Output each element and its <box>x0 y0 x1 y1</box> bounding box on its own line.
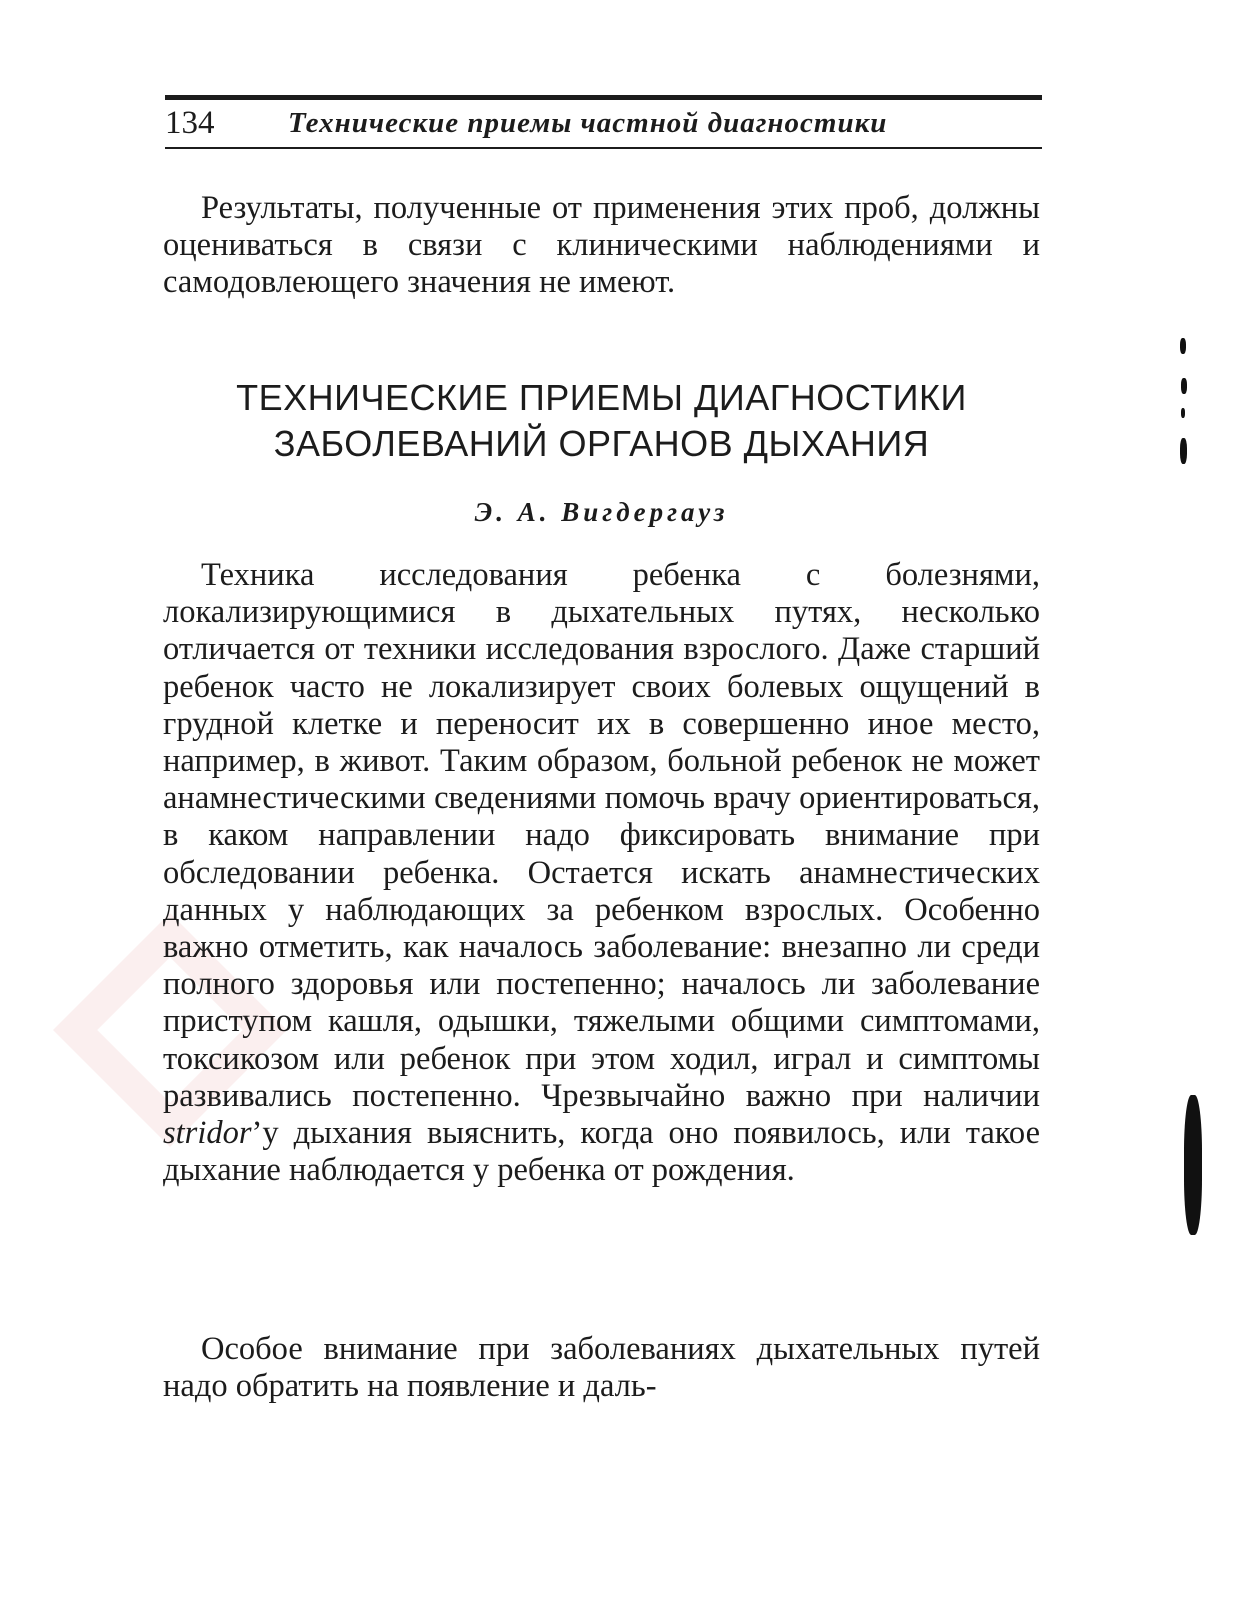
scan-edge-mark <box>1181 378 1187 394</box>
body-paragraph-2: Особое внимание при заболеваниях дыхательных путей надо обратить на появление и даль- <box>163 1331 1040 1405</box>
paragraph-1-text-b: ’у дыхания выяснить, когда оно появилось, или такое дыхание наблюдается у ребенка от рождения. <box>163 1115 1040 1189</box>
header-rule-bottom <box>165 147 1042 149</box>
intro-paragraph: Результаты, полученные от применения этих проб, должны оцениваться в связи с клиническими наблюдениями и самодовлеющего значения не имеют. <box>163 190 1040 301</box>
page-number: 134 <box>165 105 215 141</box>
section-title-line-1: ТЕХНИЧЕСКИЕ ПРИЕМЫ ДИАГНОСТИКИ <box>236 377 967 418</box>
section-title <box>163 375 1040 467</box>
scan-edge-mark <box>1180 338 1186 354</box>
scan-edge-mark <box>1184 1095 1202 1235</box>
section-title-line-2: ЗАБОЛЕВАНИЙ ОРГАНОВ ДЫХАНИЯ <box>273 423 930 464</box>
author-name: Э. А. Вигдергауз <box>474 497 729 527</box>
scan-edge-mark <box>1181 408 1185 418</box>
body-paragraph-1 <box>163 557 1040 1189</box>
scan-edge-mark <box>1180 438 1187 464</box>
header-rule-top <box>165 95 1042 100</box>
running-head: Технические приемы частной диагностики <box>288 107 888 139</box>
latin-term: stridor <box>163 1115 252 1152</box>
paragraph-1-text-a: Техника исследования ребенка с болезнями, локализирующимися в дыхательных путях, несколько отличается от техники исследования взрослого. Даже старший ребенок часто не локализирует своих болевых ощущений в грудной клетке и переносит их в совершенно иное место, например, в живот. Таким образом, больной ребенок не может анамнестическими сведениями помочь врачу ориентироваться, в каком направлении надо фиксировать внимание при обследовании ребенка. Остается искать анамнестических данных у наблюдающих за ребенком взрослых. Особенно важно отметить, как началось заболевание: внезапно ли среди полного здоровья или постепенно; началось ли заболевание приступом кашля, одышки, тяжелыми общими симптомами, токсикозом или ребенок при этом ходил, играл и симптомы развивались постепенно. Чрезвычайно важно при наличии <box>163 557 1040 1114</box>
